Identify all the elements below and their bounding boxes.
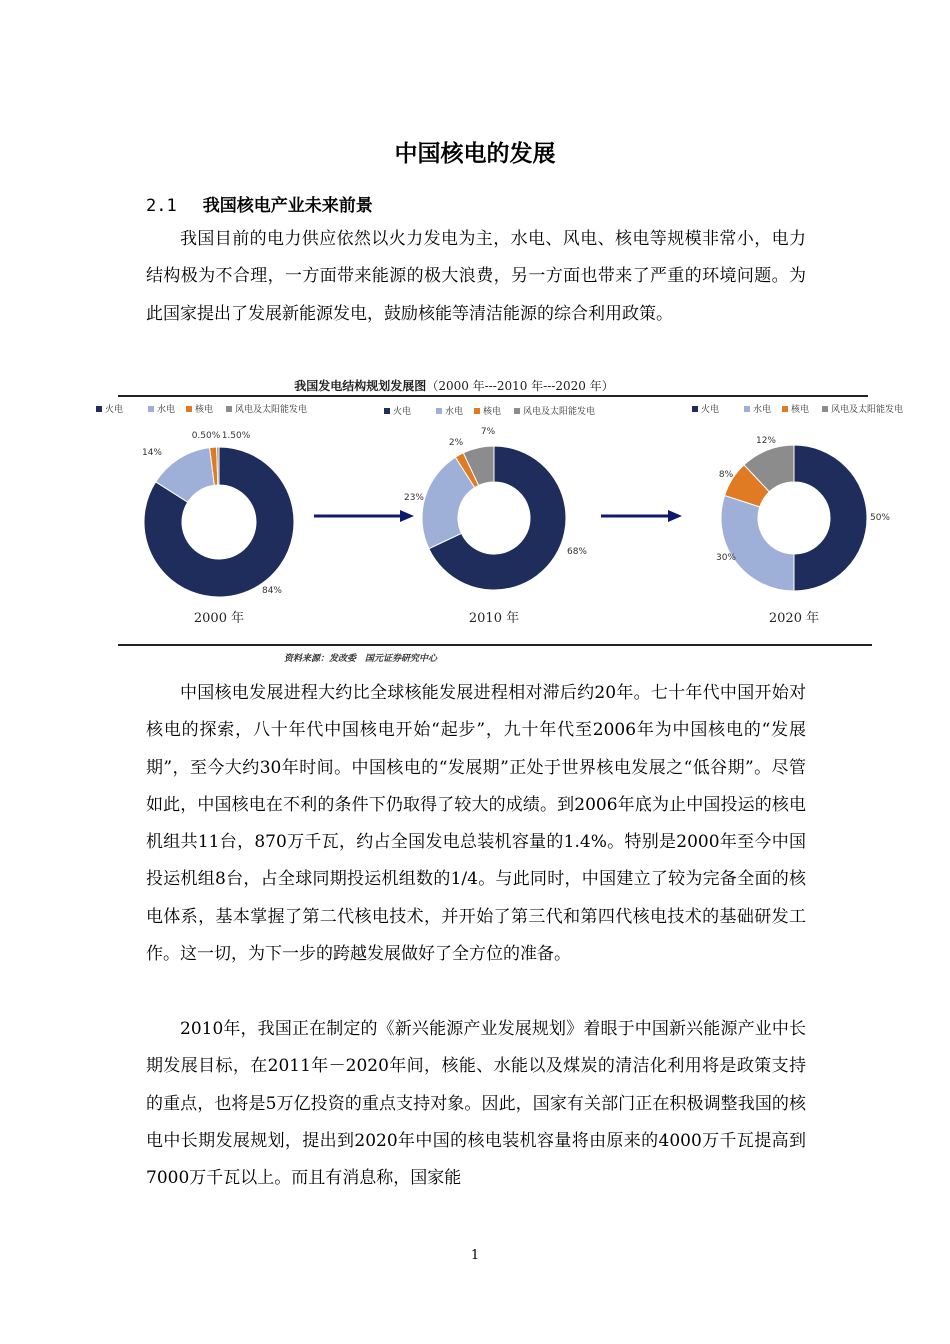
legend-swatch bbox=[744, 406, 750, 412]
legend-label: 火电 bbox=[393, 407, 412, 417]
data-label: 12% bbox=[755, 436, 777, 446]
year-label: 2020 年 bbox=[768, 611, 820, 626]
legend-swatch bbox=[782, 406, 788, 412]
paragraph-history: 中国核电发展进程大约比全球核能发展进程相对滞后约20年。七十年代中国开始对核电的探索，八十年代中国核电开始“起步”，九十年代至2006年为中国核电的“发展期”，至今大约30年时间。中国核电的“发展期”正处于世界核电发展之“低谷期”。尽管如此，中国核电在不利的条件下仍取得了较大的成绩。到2006年底为止中国投运的核电机组共11台，870万千瓦，约占全国发电总装机容量的1.4%。特别是2000年至今中国投运机组8台，占全球同期投运机组数的1/4。与此同时，中国建立了较为完备全面的核电体系，基本掌握了第二代核电技术，并开始了第三代和第四代核电技术的基础研发工作。这一切，为下一步的跨越发展做好了全方位的准备。 bbox=[146, 683, 806, 965]
donut-slice bbox=[721, 495, 794, 591]
data-label: 14% bbox=[141, 448, 163, 458]
legend-label: 风电及太阳能发电 bbox=[523, 407, 596, 417]
data-label: 0.50% bbox=[191, 431, 221, 441]
legend-swatch bbox=[186, 406, 192, 412]
legend-label: 火电 bbox=[105, 405, 124, 415]
legend-swatch bbox=[226, 406, 232, 412]
page-number: 1 bbox=[470, 1248, 480, 1263]
data-label: 7% bbox=[480, 427, 496, 437]
donut-slice bbox=[794, 445, 867, 591]
figure-source: 资料来源：发改委 国元证券研究中心 bbox=[284, 654, 438, 664]
legend-swatch bbox=[692, 406, 698, 412]
legend-swatch bbox=[514, 408, 520, 414]
figure-bottom-rule bbox=[118, 644, 872, 646]
legend-label: 核电 bbox=[791, 405, 810, 415]
legend-swatch bbox=[148, 406, 154, 412]
paragraph-plan: 2010年，我国正在制定的《新兴能源产业发展规划》着眼于中国新兴能源产业中长期发展目标，在2011年－2020年间，核能、水能以及煤炭的清洁化利用将是政策支持的重点，也将是5万亿投资的重点支持对象。因此，国家有关部门正在积极调整我国的核电中长期发展规划，提出到2020年中国的核电装机容量将由原来的4000万千瓦提高到7000万千瓦以上。而且有消息称，国家能 bbox=[146, 1019, 806, 1189]
section-number: 2.1 bbox=[146, 196, 177, 216]
legend-swatch bbox=[384, 408, 390, 414]
data-label: 30% bbox=[715, 553, 737, 563]
data-label: 1.50% bbox=[221, 431, 251, 441]
legend-label: 风电及太阳能发电 bbox=[831, 405, 904, 415]
donut-charts bbox=[94, 372, 906, 644]
legend-label: 水电 bbox=[753, 405, 772, 415]
year-label: 2010 年 bbox=[468, 611, 520, 626]
data-label: 8% bbox=[718, 470, 734, 480]
data-label: 2% bbox=[448, 438, 464, 448]
data-label: 68% bbox=[566, 547, 588, 557]
section-heading bbox=[146, 191, 373, 216]
year-label: 2000 年 bbox=[193, 611, 245, 626]
section-title: 我国核电产业未来前景 bbox=[202, 196, 373, 216]
legend-swatch bbox=[822, 406, 828, 412]
paragraph-intro: 我国目前的电力供应依然以火力发电为主，水电、风电、核电等规模非常小，电力结构极为不合理，一方面带来能源的极大浪费，另一方面也带来了严重的环境问题。为此国家提出了发展新能源发电，鼓励核能等清洁能源的综合利用政策。 bbox=[146, 229, 806, 324]
figure-title-sub: （2000 年---2010 年---2020 年） bbox=[426, 379, 614, 393]
arrow-head bbox=[668, 510, 682, 522]
legend-label: 水电 bbox=[157, 405, 176, 415]
figure-generation-structure bbox=[94, 372, 906, 664]
legend-label: 风电及太阳能发电 bbox=[235, 405, 308, 415]
data-label: 23% bbox=[403, 493, 425, 503]
data-label: 84% bbox=[261, 586, 283, 596]
page-title: 中国核电的发展 bbox=[394, 141, 556, 167]
data-label: 50% bbox=[869, 513, 891, 523]
arrow-head bbox=[400, 510, 414, 522]
figure-title-main: 我国发电结构规划发展图 bbox=[294, 379, 427, 393]
legend-label: 火电 bbox=[701, 405, 720, 415]
legend-label: 水电 bbox=[445, 407, 464, 417]
legend-label: 核电 bbox=[195, 405, 214, 415]
legend-swatch bbox=[474, 408, 480, 414]
legend-label: 核电 bbox=[483, 407, 502, 417]
legend-swatch bbox=[436, 408, 442, 414]
legend-swatch bbox=[96, 406, 102, 412]
